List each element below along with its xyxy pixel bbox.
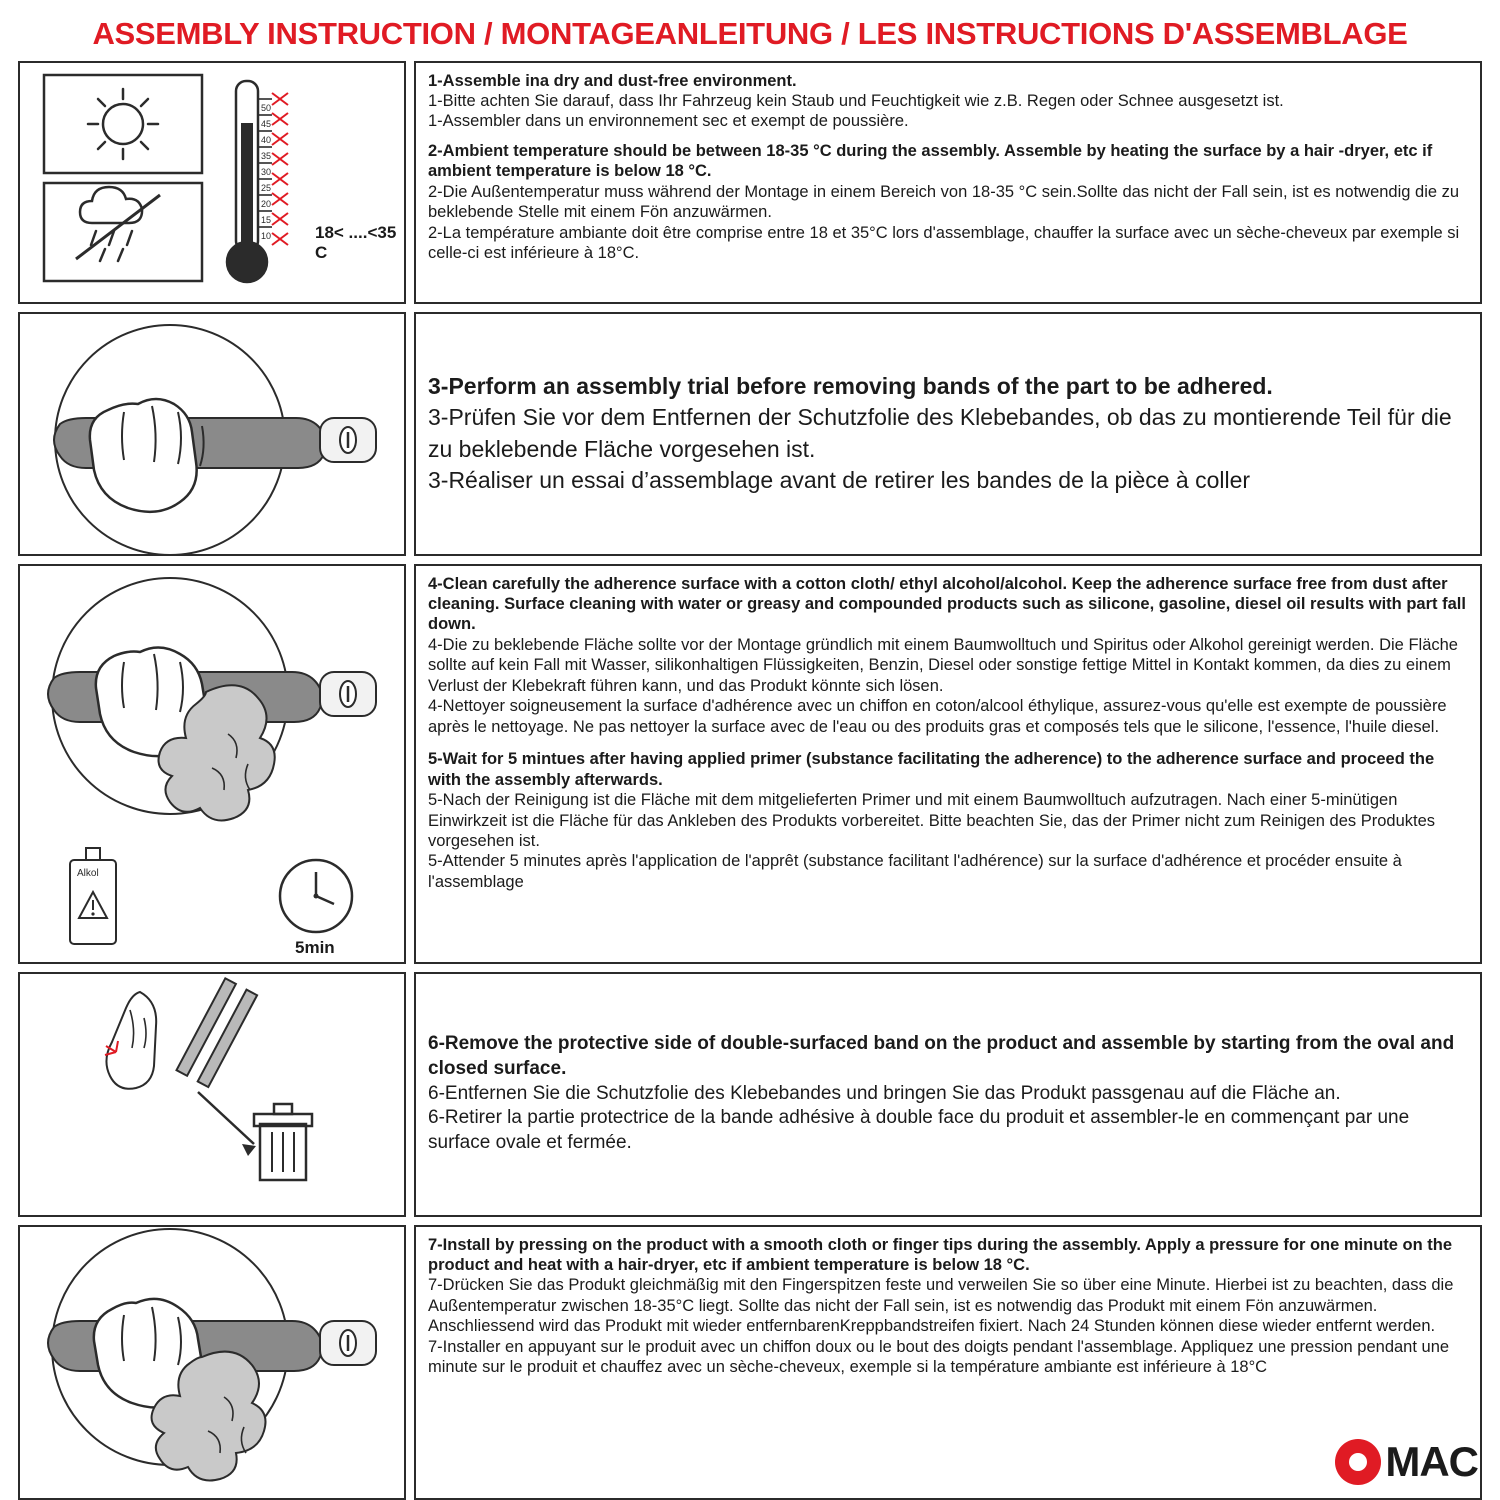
brand-name: MAC (1385, 1438, 1478, 1485)
illustration-trial-fit (18, 312, 406, 556)
illustration-press-product (18, 1225, 406, 1500)
illustration-cleaning (18, 564, 406, 964)
svg-text:35: 35 (261, 150, 272, 161)
alcohol-bottle-label: Alkol (77, 867, 99, 879)
text-steps-1-2 (414, 61, 1482, 304)
step-7-de: 7-Drücken Sie das Produkt gleichmäßig mit den Fingerspitzen feste und verweilen Sie so über eine Minute. Hierbei ist zu beachten, dass die Außentemperatur zwischen 18-35°C liegt. Sollte das nicht der Fall sein, ist es notwendig das Produkt mit einem Fön anzuwärmen. Anschliessend wird das Produkt mit wieder entfernbarenKreppbandstreifen fixiert. Nach 24 Stunden können diese wieder entfernt werden. (428, 1276, 1454, 1336)
step-5-de: 5-Nach der Reinigung ist die Fläche mit dem mitgelieferten Primer und mit einem Baumwolltuch aufzutragen. Nach einer 5-minütigen Einwirkzeit ist die Fläche für das Ankleben des Produkts vorbereitet. Bitte beachten Sie, das der Primer nicht zum Reinigen des Produktes vorgesehen ist. (428, 791, 1436, 850)
temperature-range-label: 18< ....<35 C (315, 222, 397, 262)
step-6-de: 6-Entfernen Sie die Schutzfolie des Klebebandes und bringen Sie das Produkt passgenau auf die Fläche an. (428, 1082, 1341, 1104)
step-3-fr: 3-Réaliser un essai d’assemblage avant de retirer les bandes de la pièce à coller (428, 466, 1251, 493)
illustration-remove-liner (18, 972, 406, 1217)
steps-container (18, 61, 1482, 1500)
step-4-de: 4-Die zu beklebende Fläche sollte vor der Montage gründlich mit einem Baumwolltuch und Spiritus oder Alkohol gereinigt werden. Die Fläche sollte auf kein Fall mit Wasser, silikonhaltigen Flüssigkeiten, Benzin, Diesel oder sonstige fettige Mittel in Kontakt kommen, da dies zu einem Verlust der Klebekraft führen kann, und das Produkt könnte sich lösen. (428, 635, 1458, 695)
step-3-de: 3-Prüfen Sie vor dem Entfernen der Schutzfolie des Klebebandes, ob das zu montierende Teil für die zu beklebende Fläche vorgesehen ist. (428, 404, 1452, 462)
step-3-en: 3-Perform an assembly trial before removing bands of the part to be adhered. (428, 373, 1273, 400)
page-title: ASSEMBLY INSTRUCTION / MONTAGEANLEITUNG / LES INSTRUCTIONS D'ASSEMBLAGE (92, 16, 1408, 51)
step-2-fr: 2-La température ambiante doit être comprise entre 18 et 35°C lors d'assemblage, chauffer la surface avec un sèche-cheveux par exemple si celle-ci est inférieure à 18°C. (428, 223, 1460, 263)
step-1-fr: 1-Assembler dans un environnement sec et exempt de poussière. (428, 112, 909, 131)
text-steps-4-5 (414, 564, 1482, 964)
instruction-row-6 (18, 972, 1482, 1217)
step-6-fr: 6-Retirer la partie protectrice de la bande adhésive à double face du produit et assembler-le en commençant par une surface ovale et fermée. (428, 1107, 1410, 1154)
step-6-en: 6-Remove the protective side of double-surfaced band on the product and assemble by starting from the oval and closed surface. (428, 1033, 1455, 1080)
step-4-fr: 4-Nettoyer soigneusement la surface d'adhérence avec un chiffon en coton/alcool éthylique, assurez-vous qu'elle est exempte de poussière après le nettoyage. Ne pas nettoyer la surface avec de l'eau ou des produits gras et composés tels que le silicone, l'essence, l'huile diesel. (428, 697, 1447, 736)
svg-text:30: 30 (261, 166, 272, 177)
text-step-7 (414, 1225, 1482, 1500)
peel-liner-trash-illustration (20, 974, 404, 1215)
step-1-de: 1-Bitte achten Sie darauf, dass Ihr Fahrzeug kein Staub und Feuchtigkeit wie z.B. Regen oder Schnee ausgesetzt ist. (428, 92, 1284, 110)
instruction-row-7 (18, 1225, 1482, 1500)
clock-label: 5min (295, 937, 335, 957)
step-7-en: 7-Install by pressing on the product with a smooth cloth or finger tips during the assembly. Apply a pressure for one minute on the product and heat with a hair-dryer, etc if ambient temperature is below 18 °C. (428, 1235, 1453, 1274)
illustration-environment (18, 61, 406, 304)
svg-text:40: 40 (261, 134, 272, 145)
instruction-row-3 (18, 312, 1482, 556)
text-step-6 (414, 972, 1482, 1217)
svg-text:25: 25 (261, 182, 272, 193)
instruction-row-1 (18, 61, 1482, 304)
svg-text:20: 20 (261, 198, 272, 209)
press-with-cloth-illustration (20, 1227, 404, 1498)
step-1-en: 1-Assemble ina dry and dust-free environment. (428, 71, 797, 90)
step-2-de: 2-Die Außentemperatur muss während der Montage in einem Bereich von 18-35 °C sein.Sollte das nicht der Fall sein, ist es notwendig die zu beklebende Stelle mit einem Fön anzuwärmen. (428, 182, 1460, 222)
cloth-alcohol-clock-illustration (20, 566, 404, 962)
text-step-3 (414, 312, 1482, 556)
hand-on-door-handle-illustration (20, 314, 404, 554)
step-2-en: 2-Ambient temperature should be between 18-35 °C during the assembly. Assemble by heating the surface by a hair -dryer, etc if ambient temperature is below 18 °C. (428, 141, 1433, 181)
instruction-row-4-5 (18, 564, 1482, 964)
step-7-fr: 7-Installer en appuyant sur le produit avec un chiffon doux ou le bout des doigts pendant l'assemblage. Appliquez une pression pendant une minute sur le produit et chauffez avec un sèche-cheveux, exemple si la température ambiante est inférieure à 18°C (428, 1337, 1450, 1377)
svg-text:15: 15 (261, 214, 272, 225)
svg-text:10: 10 (261, 230, 272, 241)
step-5-fr: 5-Attender 5 minutes après l'application de l'apprêt (substance facilitant l'adhérence) sur la surface d'adhérence et procéder ensuite à l'assemblage (428, 852, 1402, 891)
sun-rain-thermometer-illustration (20, 63, 404, 302)
omac-o-icon (1335, 1439, 1381, 1485)
brand-logo (1335, 1438, 1478, 1486)
svg-text:45: 45 (261, 118, 272, 129)
step-4-en: 4-Clean carefully the adherence surface with a cotton cloth/ ethyl alcohol/alcohol. Keep the adherence surface free from dust after cleaning. Surface cleaning with water or greasy and compounded products such as silicone, gasoline, diesel oil results with part fall down. (428, 574, 1466, 634)
svg-text:50: 50 (261, 102, 272, 113)
step-5-en: 5-Wait for 5 mintues after having applied primer (substance facilitating the adherence) to the adherence surface and proceed the with the assembly afterwards. (428, 750, 1435, 789)
